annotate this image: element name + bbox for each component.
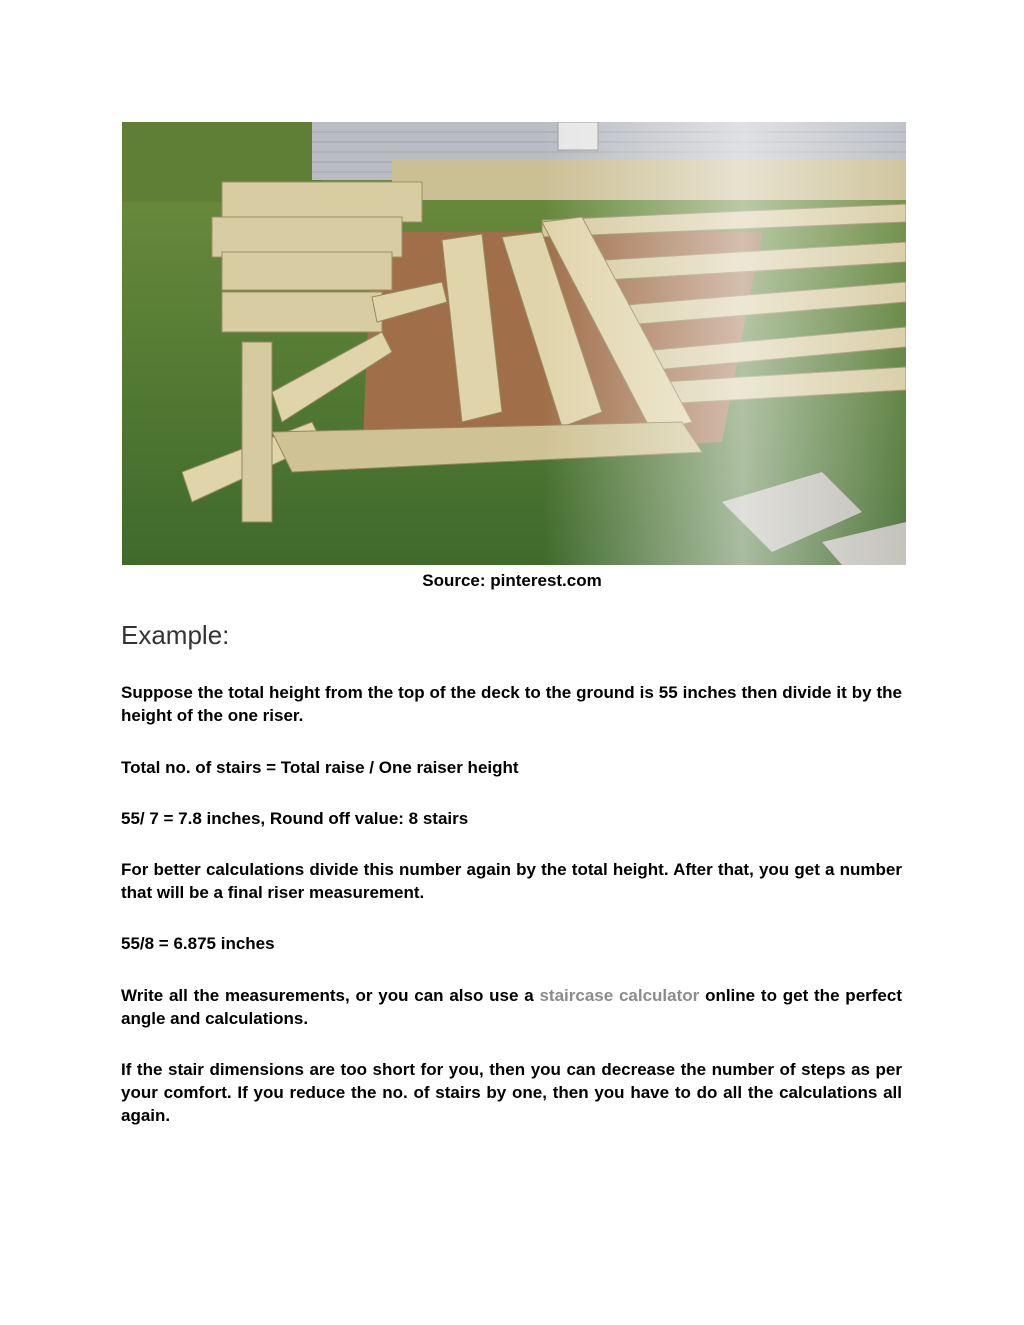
paragraph-intro: Suppose the total height from the top of the deck to the ground is 55 inches then divide it by the height of the one riser. [121, 683, 902, 725]
figure-caption: Source: pinterest.com [422, 571, 602, 590]
paragraph-measurements-text-after: online to get the perfect angle and calculations. [121, 986, 902, 1028]
deck-stairs-photo [122, 122, 906, 565]
paragraph-measurements-text-before: Write all the measurements, or you can also use a [121, 986, 540, 1005]
staircase-calculator-link[interactable]: staircase calculator [539, 986, 700, 1005]
section-heading: Example: [121, 620, 230, 650]
paragraph-riser-result: 55/8 = 6.875 inches [121, 934, 275, 953]
paragraph-formula: Total no. of stairs = Total raise / One raiser height [121, 758, 519, 777]
paragraph-calculation: 55/ 7 = 7.8 inches, Round off value: 8 stairs [121, 809, 469, 828]
paragraph-measurements [121, 984, 902, 1030]
paragraph-adjust-steps: If the stair dimensions are too short for you, then you can decrease the number of steps as per your comfort. If you reduce the no. of stairs by one, then you have to do all the calculations all again. [121, 1060, 902, 1125]
paragraph-better-calculation: For better calculations divide this number again by the total height. After that, you get a number that will be a final riser measurement. [121, 860, 902, 902]
